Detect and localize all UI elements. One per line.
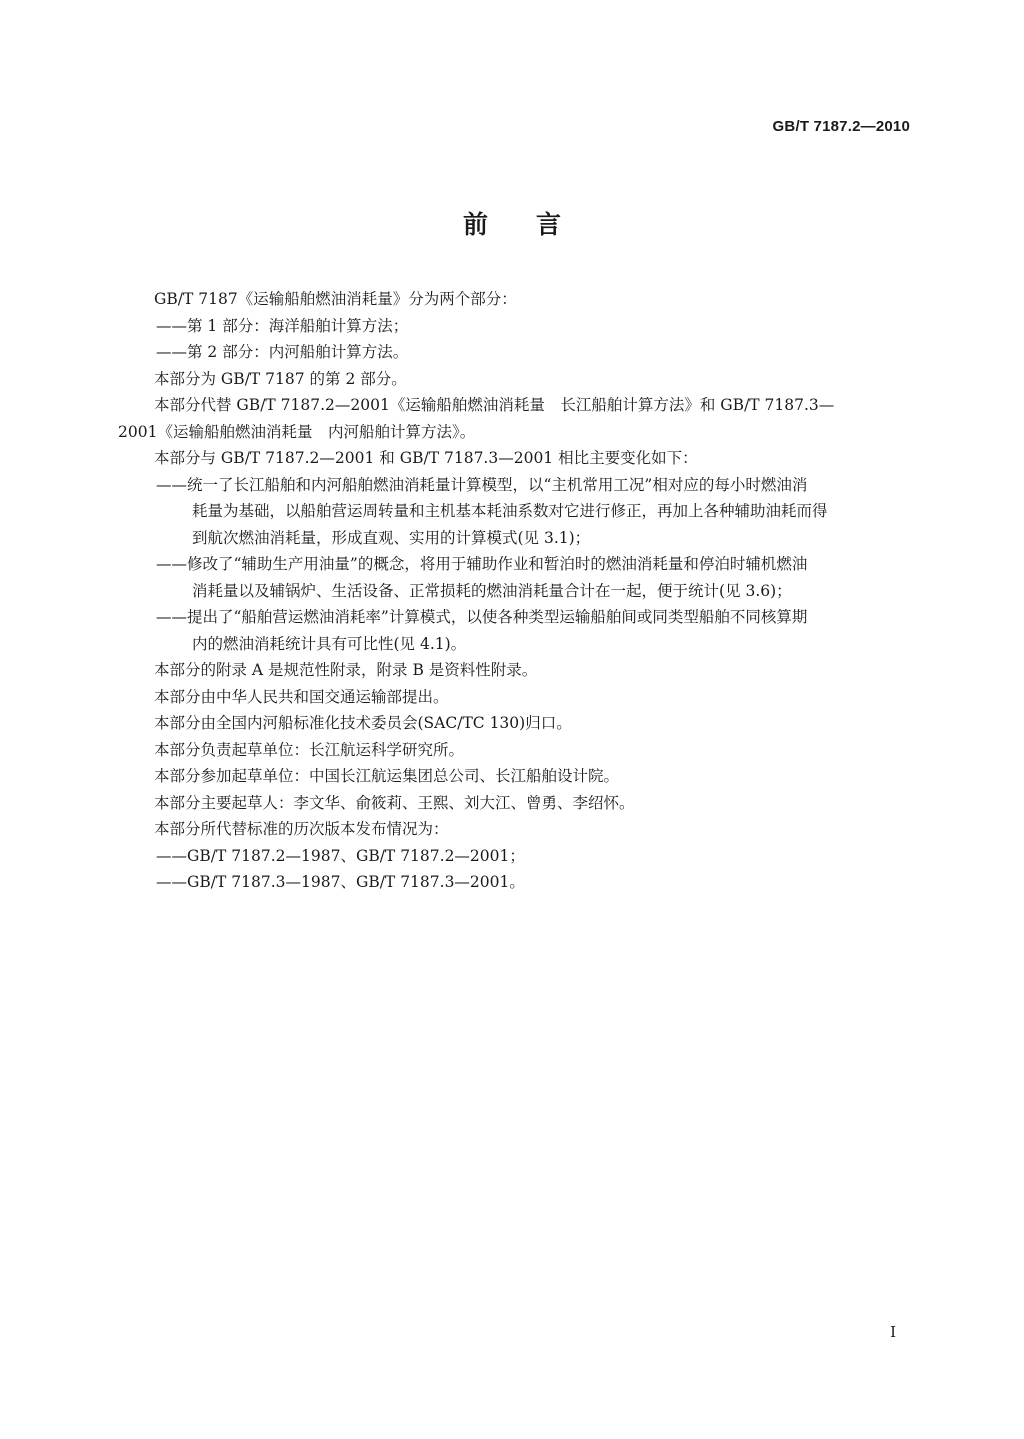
paragraph-participating-units: 本部分参加起草单位：中国长江航运集团总公司、长江船舶设计院。 [154,767,620,785]
paragraph-history-intro: 本部分所代替标准的历次版本发布情况为： [154,820,449,838]
paragraph-replaces-line2: 2001《运输船舶燃油消耗量 内河船舶计算方法》。 [118,422,476,441]
list-item-part2: ——第 2 部分：内河船舶计算方法。 [156,343,409,361]
paragraph-replaces-line1: 本部分代替 GB/T 7187.2—2001《运输船舶燃油消耗量 长江船舶计算方法》和 GB/T 7187.3— [154,396,835,414]
change-item-2-line1: ——修改了“辅助生产用油量”的概念，将用于辅助作业和暂泊时的燃油消耗量和停泊时辅机燃油 [156,555,808,573]
paragraph-main-drafters: 本部分主要起草人：李文华、俞筱莉、王熙、刘大江、曾勇、李绍怀。 [154,793,635,812]
history-item-1: ——GB/T 7187.2—1987、GB/T 7187.2—2001； [156,846,525,865]
history-item-2: ——GB/T 7187.3—1987、GB/T 7187.3—2001。 [156,873,525,891]
paragraph-under-jurisdiction: 本部分由全国内河船标准化技术委员会(SAC/TC 130)归口。 [154,714,572,732]
change-item-3-line2: 内的燃油消耗统计具有可比性(见 4.1)。 [192,634,467,653]
change-item-1-line3: 到航次燃油消耗量，形成直观、实用的计算模式(见 3.1)； [192,528,591,547]
page-number: I [890,1323,896,1341]
foreword-body [118,286,918,896]
standard-number: GB/T 7187.2—2010 [772,118,910,135]
change-item-1-line1: ——统一了长江船舶和内河船舶燃油消耗量计算模型，以“主机常用工况”相对应的每小时燃油消 [156,475,808,494]
paragraph-drafting-unit: 本部分负责起草单位：长江航运科学研究所。 [154,740,465,759]
change-item-2-line2: 消耗量以及辅锅炉、生活设备、正常损耗的燃油消耗量合计在一起，便于统计(见 3.6)； [192,581,792,600]
page-title: 前言 [462,210,609,239]
change-item-1-line2: 耗量为基础，以船舶营运周转量和主机基本耗油系数对它进行修正，再加上各种辅助油耗而得 [192,502,828,520]
paragraph-this-part: 本部分为 GB/T 7187 的第 2 部分。 [154,369,407,388]
list-item-part1: ——第 1 部分：海洋船舶计算方法； [156,316,409,335]
change-item-3-line1: ——提出了“船舶营运燃油消耗率”计算模式，以使各种类型运输船舶间或同类型船舶不同核算期 [156,608,808,626]
paragraph-changes-intro: 本部分与 GB/T 7187.2—2001 和 GB/T 7187.3—2001 相比主要变化如下： [154,449,698,467]
paragraph-parts-intro: GB/T 7187《运输船舶燃油消耗量》分为两个部分： [154,290,517,308]
paragraph-annexes: 本部分的附录 A 是规范性附录，附录 B 是资料性附录。 [154,661,538,679]
paragraph-proposed-by: 本部分由中华人民共和国交通运输部提出。 [154,687,449,706]
